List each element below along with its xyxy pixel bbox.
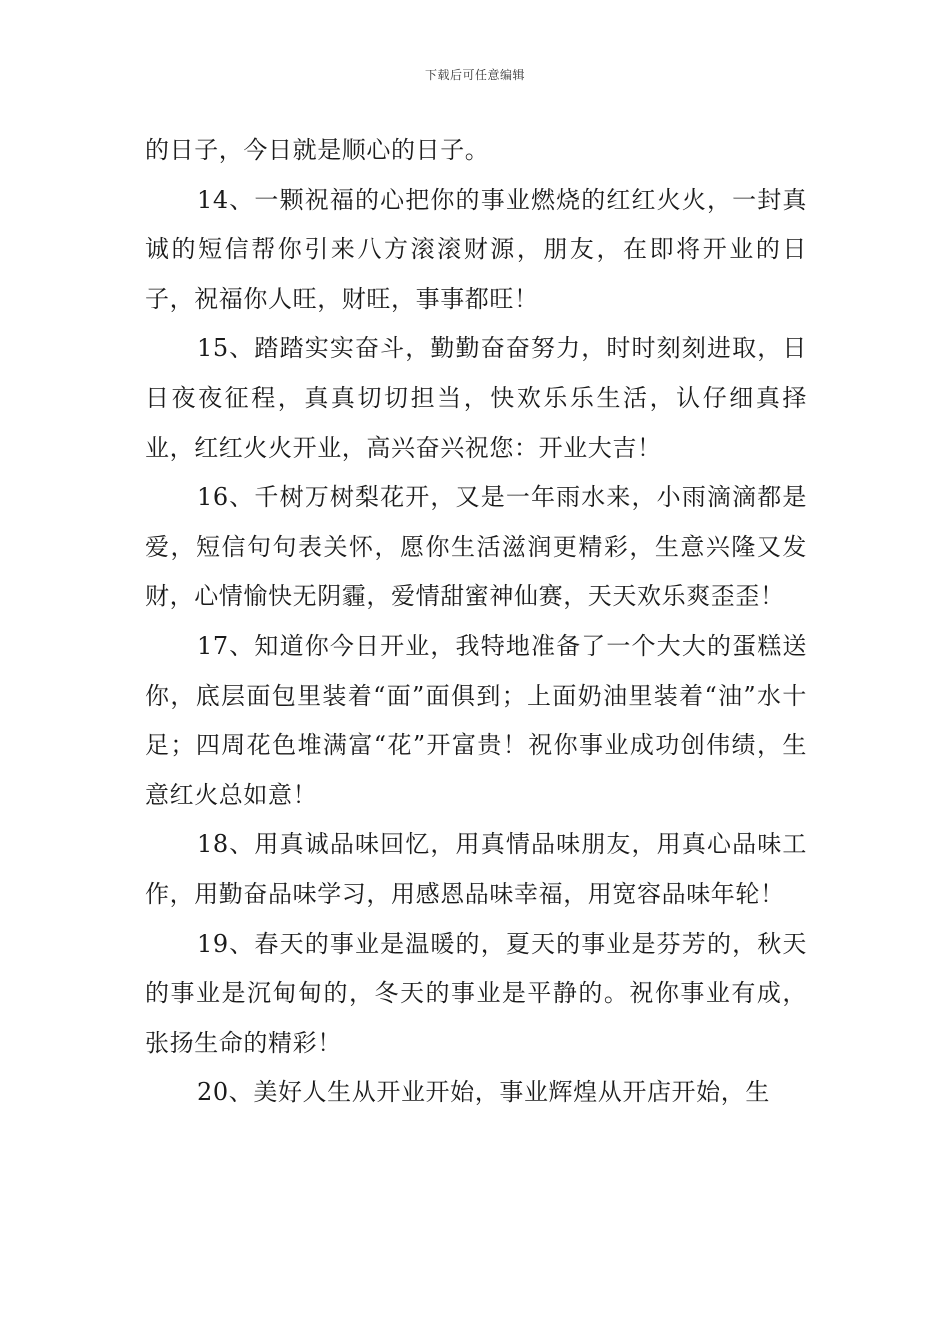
paragraph-20: 20、美好人生从开业开始，事业辉煌从开店开始，生 [197,1078,770,1107]
paragraph-17: 17、知道你今日开业，我特地准备了一个大大的蛋糕送你，底层面包里装着“面”面俱到；上面奶油里装着“油”水十足；四周花色堆满富“花”开富贵！祝你事业成功创伟绩，生意红火总如意！ [145,631,807,809]
page-header-note: 下载后可任意编辑 [424,68,525,82]
paragraph-18: 18、用真诚品味回忆，用真情品味朋友，用真心品味工作，用勤奋品味学习，用感恩品味幸福，用宽容品味年轮！ [145,830,807,908]
paragraph-16: 16、千树万树梨花开，又是一年雨水来，小雨滴滴都是爱，短信句句表关怀，愿你生活滋润更精彩，生意兴隆又发财，心情愉快无阴霾，爱情甜蜜神仙赛，天天欢乐爽歪歪！ [145,483,807,611]
paragraph-19: 19、春天的事业是温暖的，夏天的事业是芬芳的，秋天的事业是沉甸甸的，冬天的事业是平静的。祝你事业有成，张扬生命的精彩！ [145,929,807,1057]
paragraph-15: 15、踏踏实实奋斗，勤勤奋奋努力，时时刻刻进取，日日夜夜征程，真真切切担当，快欢乐乐生活，认仔细真择业，红红火火开业，高兴奋兴祝您：开业大吉！ [145,334,807,462]
document-body [145,126,807,1118]
paragraph-14: 14、一颗祝福的心把你的事业燃烧的红红火火，一封真诚的短信帮你引来八方滚滚财源，朋友，在即将开业的日子，祝福你人旺，财旺，事事都旺！ [145,185,807,313]
paragraph-continuation: 的日子，今日就是顺心的日子。 [145,136,490,164]
